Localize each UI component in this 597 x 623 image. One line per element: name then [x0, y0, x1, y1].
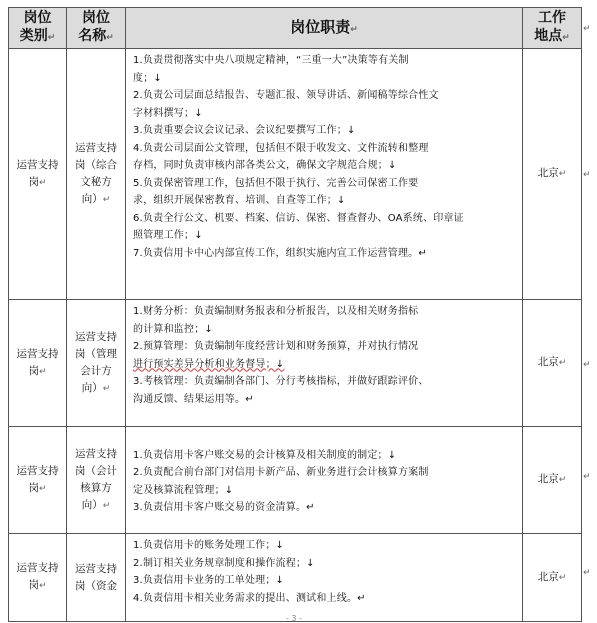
- category-text: 运营支持岗: [16, 158, 59, 188]
- duty-line: 沟通反馈、结果运用等。↵: [133, 393, 254, 405]
- row-end-mark: ↵: [583, 360, 591, 370]
- duty-line: 2.负责配合前台部门对信用卡新产品、新业务进行会计核算方案制: [133, 467, 429, 478]
- location-cell: 北京↵: [523, 534, 582, 622]
- header-duties-label: 岗位职责: [290, 17, 351, 36]
- header-name: 岗位 名称↵: [67, 8, 126, 49]
- category-text: 运营支持岗: [16, 347, 59, 377]
- duties-cell: [126, 534, 523, 622]
- name-cell: [67, 534, 126, 622]
- location-text: 北京: [537, 356, 559, 368]
- duty-line: 4.负责信用卡相关业务需求的提出、测试和上线。↵: [133, 592, 366, 604]
- duty-line: 存档，同时负责审核内部各类公文，确保文字规范合规；↓: [133, 160, 397, 171]
- row-end-mark: ↵: [583, 568, 591, 578]
- duties-cell: [126, 427, 523, 534]
- category-text: 运营支持岗: [16, 562, 59, 591]
- table-row: [9, 300, 582, 427]
- duty-line: 进行预实差异分析和业务督导；↓: [133, 358, 285, 370]
- location-text: 北京: [537, 167, 559, 179]
- name-text: 运营支持岗（管理会计方向）: [75, 330, 117, 394]
- page-number: - 3 -: [286, 614, 302, 623]
- category-cell: 运营支持岗↵: [9, 300, 67, 427]
- header-location: 工作 地点↵: [523, 8, 582, 49]
- header-location-line2: 地点: [534, 28, 563, 44]
- location-cell: 北京↵: [523, 49, 582, 300]
- row-end-mark: ↵: [583, 24, 591, 34]
- header-category-line2: 类别: [19, 28, 48, 44]
- header-duties: 岗位职责↵: [126, 8, 523, 49]
- table-row: [9, 49, 582, 300]
- table-row: [9, 427, 582, 534]
- duty-line: 4.负责公司层面公文管理，包括但不限于收发文、文件流转和整理: [133, 142, 429, 154]
- duties-cell: [126, 49, 523, 300]
- duty-line: 1.负责信用卡的账务处理工作；↓: [133, 540, 285, 551]
- name-cell: 运营支持岗（会计核算方向）↵: [67, 427, 126, 534]
- name-text: 运营支持岗（综合文秘方向）: [75, 141, 117, 205]
- duty-line: 3.负责信用卡客户账交易的资金清算。↵: [133, 502, 315, 513]
- duty-line: 1.负责贯彻落实中央八项规定精神，“三重一大”决策等有关制: [133, 55, 409, 66]
- duty-line: 3.考核管理：负责编制各部门、分行考核指标，并做好跟踪评价、: [133, 376, 429, 387]
- category-text: 运营支持岗: [16, 464, 59, 494]
- duty-line: 6.负责全行公文、机要、档案、信访、保密、督查督办、OA系统、印章证: [133, 212, 464, 224]
- table-header-row: [9, 8, 582, 49]
- row-end-mark: ↵: [583, 170, 591, 180]
- category-cell: 运营支持岗↵: [9, 427, 67, 534]
- job-duties-table: [8, 7, 582, 622]
- name-cell: 运营支持岗（综合文秘方向）↵: [67, 49, 126, 300]
- location-cell: 北京↵: [523, 427, 582, 534]
- duty-line: 定及核算流程管理；↓: [133, 484, 234, 496]
- category-cell: 运营支持岗↵: [9, 49, 67, 300]
- duty-line: 度；↓: [133, 72, 162, 84]
- duty-line: 1.负责信用卡客户账交易的会计核算及相关制度的制定；↓: [133, 449, 397, 461]
- location-text: 北京: [537, 570, 559, 583]
- duty-line: 1.财务分析：负责编制财务报表和分析报告，以及相关财务指标: [133, 306, 419, 317]
- header-name-line2: 名称: [78, 28, 107, 44]
- header-name-line1: 岗位: [82, 10, 110, 26]
- name-text: 运营支持岗（资金: [75, 562, 117, 592]
- header-category-line1: 岗位: [23, 10, 52, 26]
- row-end-mark: ↵: [583, 472, 591, 482]
- duty-line: 2.预算管理：负责编制年度经营计划和财务预算，并对执行情况: [133, 341, 419, 352]
- table-row: [9, 534, 582, 622]
- duty-line: 7.负责信用卡中心内部宣传工作，组织实施内宣工作运营管理。↵: [133, 247, 427, 259]
- duty-line: 照管理工作；↓: [133, 230, 203, 241]
- location-cell: 北京↵: [523, 300, 582, 427]
- location-text: 北京: [537, 473, 559, 485]
- duty-line: 字材料撰写；↓: [133, 107, 203, 119]
- header-category: 岗位 类别↵: [9, 8, 67, 49]
- duty-line: 2.负责公司层面总结报告、专题汇报、领导讲话、新闻稿等综合性文: [133, 90, 439, 101]
- duty-line: 2.制订相关业务规章制度和操作流程；↓: [133, 557, 315, 569]
- duty-line: 求，组织开展保密教育、培训、自查等工作；↓: [133, 195, 346, 206]
- header-location-line1: 工作: [538, 10, 566, 26]
- duty-line: 5.负责保密管理工作，包括但不限于执行、完善公司保密工作要: [133, 177, 419, 189]
- duty-line: 的计算和监控；↓: [133, 323, 213, 335]
- duties-cell: [126, 300, 523, 427]
- category-cell: 运营支持岗↵: [9, 534, 67, 622]
- duty-line: 3.负责信用卡业务的工单处理；↓: [133, 575, 285, 586]
- name-cell: 运营支持岗（管理会计方向）↵: [67, 300, 126, 427]
- duty-line: 3.负责重要会议会议记录、会议纪要撰写工作；↓: [133, 125, 356, 136]
- name-text: 运营支持岗（会计核算方向）: [75, 447, 117, 511]
